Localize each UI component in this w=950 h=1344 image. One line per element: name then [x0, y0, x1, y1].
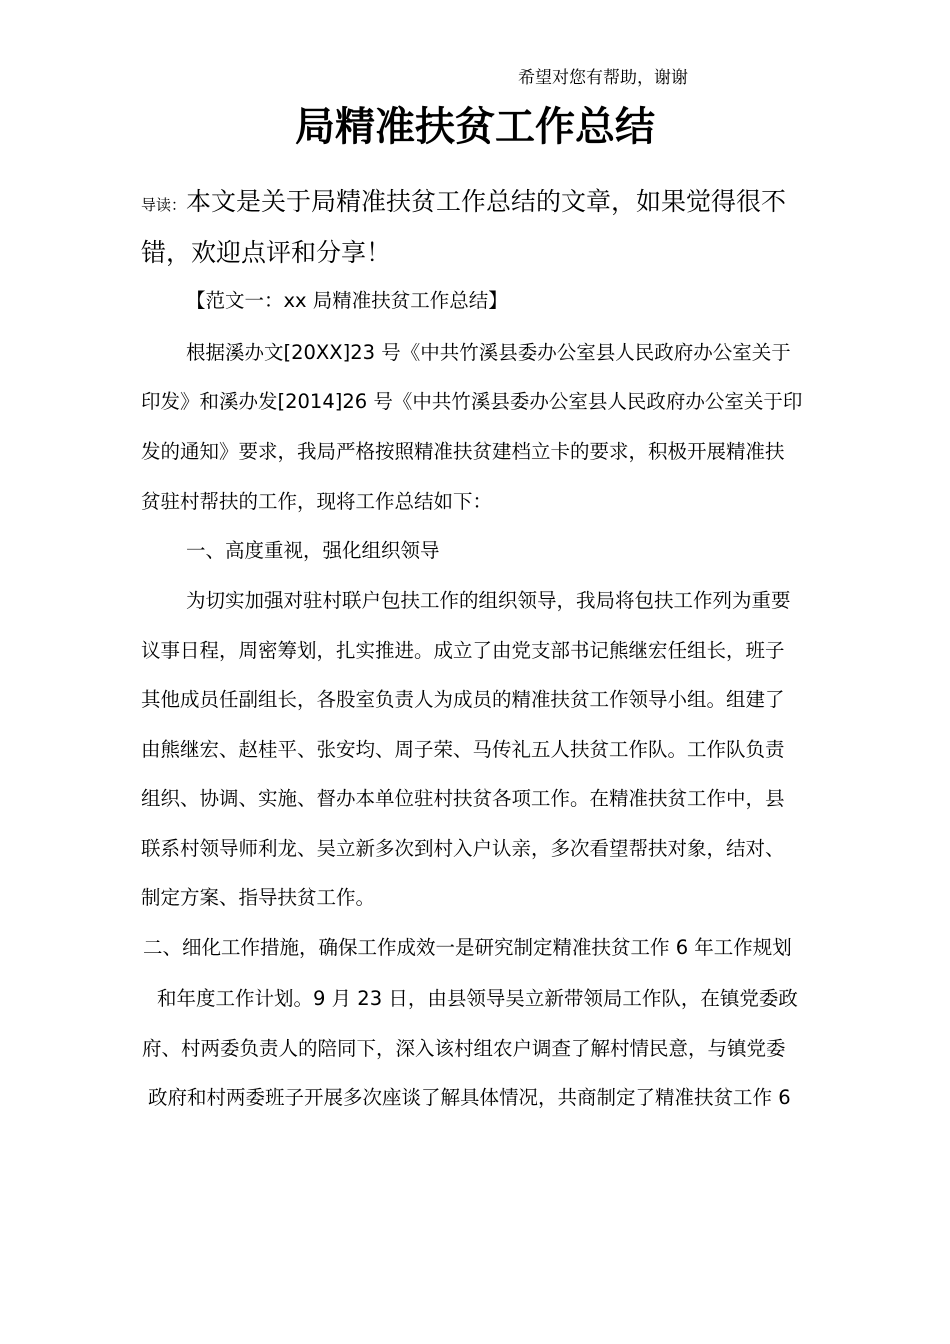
paragraph-2-line-1: 为切实加强对驻村联户包扶工作的组织领导，我局将包扶工作列为重要	[186, 589, 791, 612]
paragraph-2-line-2: 议事日程，周密筹划，扎实推进。成立了由党支部书记熊继宏任组长，班子	[141, 639, 785, 662]
subheading-1: 一、高度重视，强化组织领导	[186, 539, 440, 562]
paragraph-2-line-3: 其他成员任副组长，各股室负责人为成员的精准扶贫工作领导小组。组建了	[141, 688, 785, 711]
intro-text-line-2: 错，欢迎点评和分享！	[141, 238, 392, 267]
document-title: 局精准扶贫工作总结	[295, 104, 655, 150]
paragraph-1-line-4: 贫驻村帮扶的工作，现将工作总结如下：	[141, 490, 493, 513]
paragraph-1-line-2: 印发》和溪办发[2014]26 号《中共竹溪县委办公室县人民政府办公室关于印	[141, 390, 803, 413]
paragraph-1-line-1: 根据溪办文[20XX]23 号《中共竹溪县委办公室县人民政府办公室关于	[186, 341, 791, 364]
paragraph-1-line-3: 发的通知》要求，我局严格按照精准扶贫建档立卡的要求，积极开展精准扶	[141, 440, 785, 463]
section-heading: 【范文一：xx 局精准扶贫工作总结】	[186, 289, 508, 312]
intro-paragraph	[141, 178, 831, 276]
paragraph-3-line-3: 府、村两委负责人的陪同下，深入该村组农户调查了解村情民意，与镇党委	[142, 1037, 786, 1060]
paragraph-3-line-1: 二、细化工作措施，确保工作成效一是研究制定精准扶贫工作 6 年工作规划	[143, 936, 792, 959]
paragraph-3-line-4: 政府和村两委班子开展多次座谈了解具体情况，共商制定了精准扶贫工作 6	[148, 1086, 791, 1109]
header-note: 希望对您有帮助，谢谢	[518, 68, 688, 88]
paragraph-2-line-4: 由熊继宏、赵桂平、张安均、周子荣、马传礼五人扶贫工作队。工作队负责	[141, 738, 785, 761]
paragraph-2-line-6: 联系村领导师利龙、吴立新多次到村入户认亲，多次看望帮扶对象，结对、	[141, 837, 785, 860]
intro-text-line-1: 本文是关于局精准扶贫工作总结的文章，如果觉得很不	[186, 187, 787, 216]
intro-label: 导读：	[141, 196, 187, 214]
paragraph-3-line-2: 和年度工作计划。9 月 23 日，由县领导吴立新带领局工作队，在镇党委政	[157, 987, 798, 1010]
paragraph-2-line-7: 制定方案、指导扶贫工作。	[141, 886, 376, 909]
paragraph-2-line-5: 组织、协调、实施、督办本单位驻村扶贫各项工作。在精准扶贫工作中，县	[141, 787, 785, 810]
